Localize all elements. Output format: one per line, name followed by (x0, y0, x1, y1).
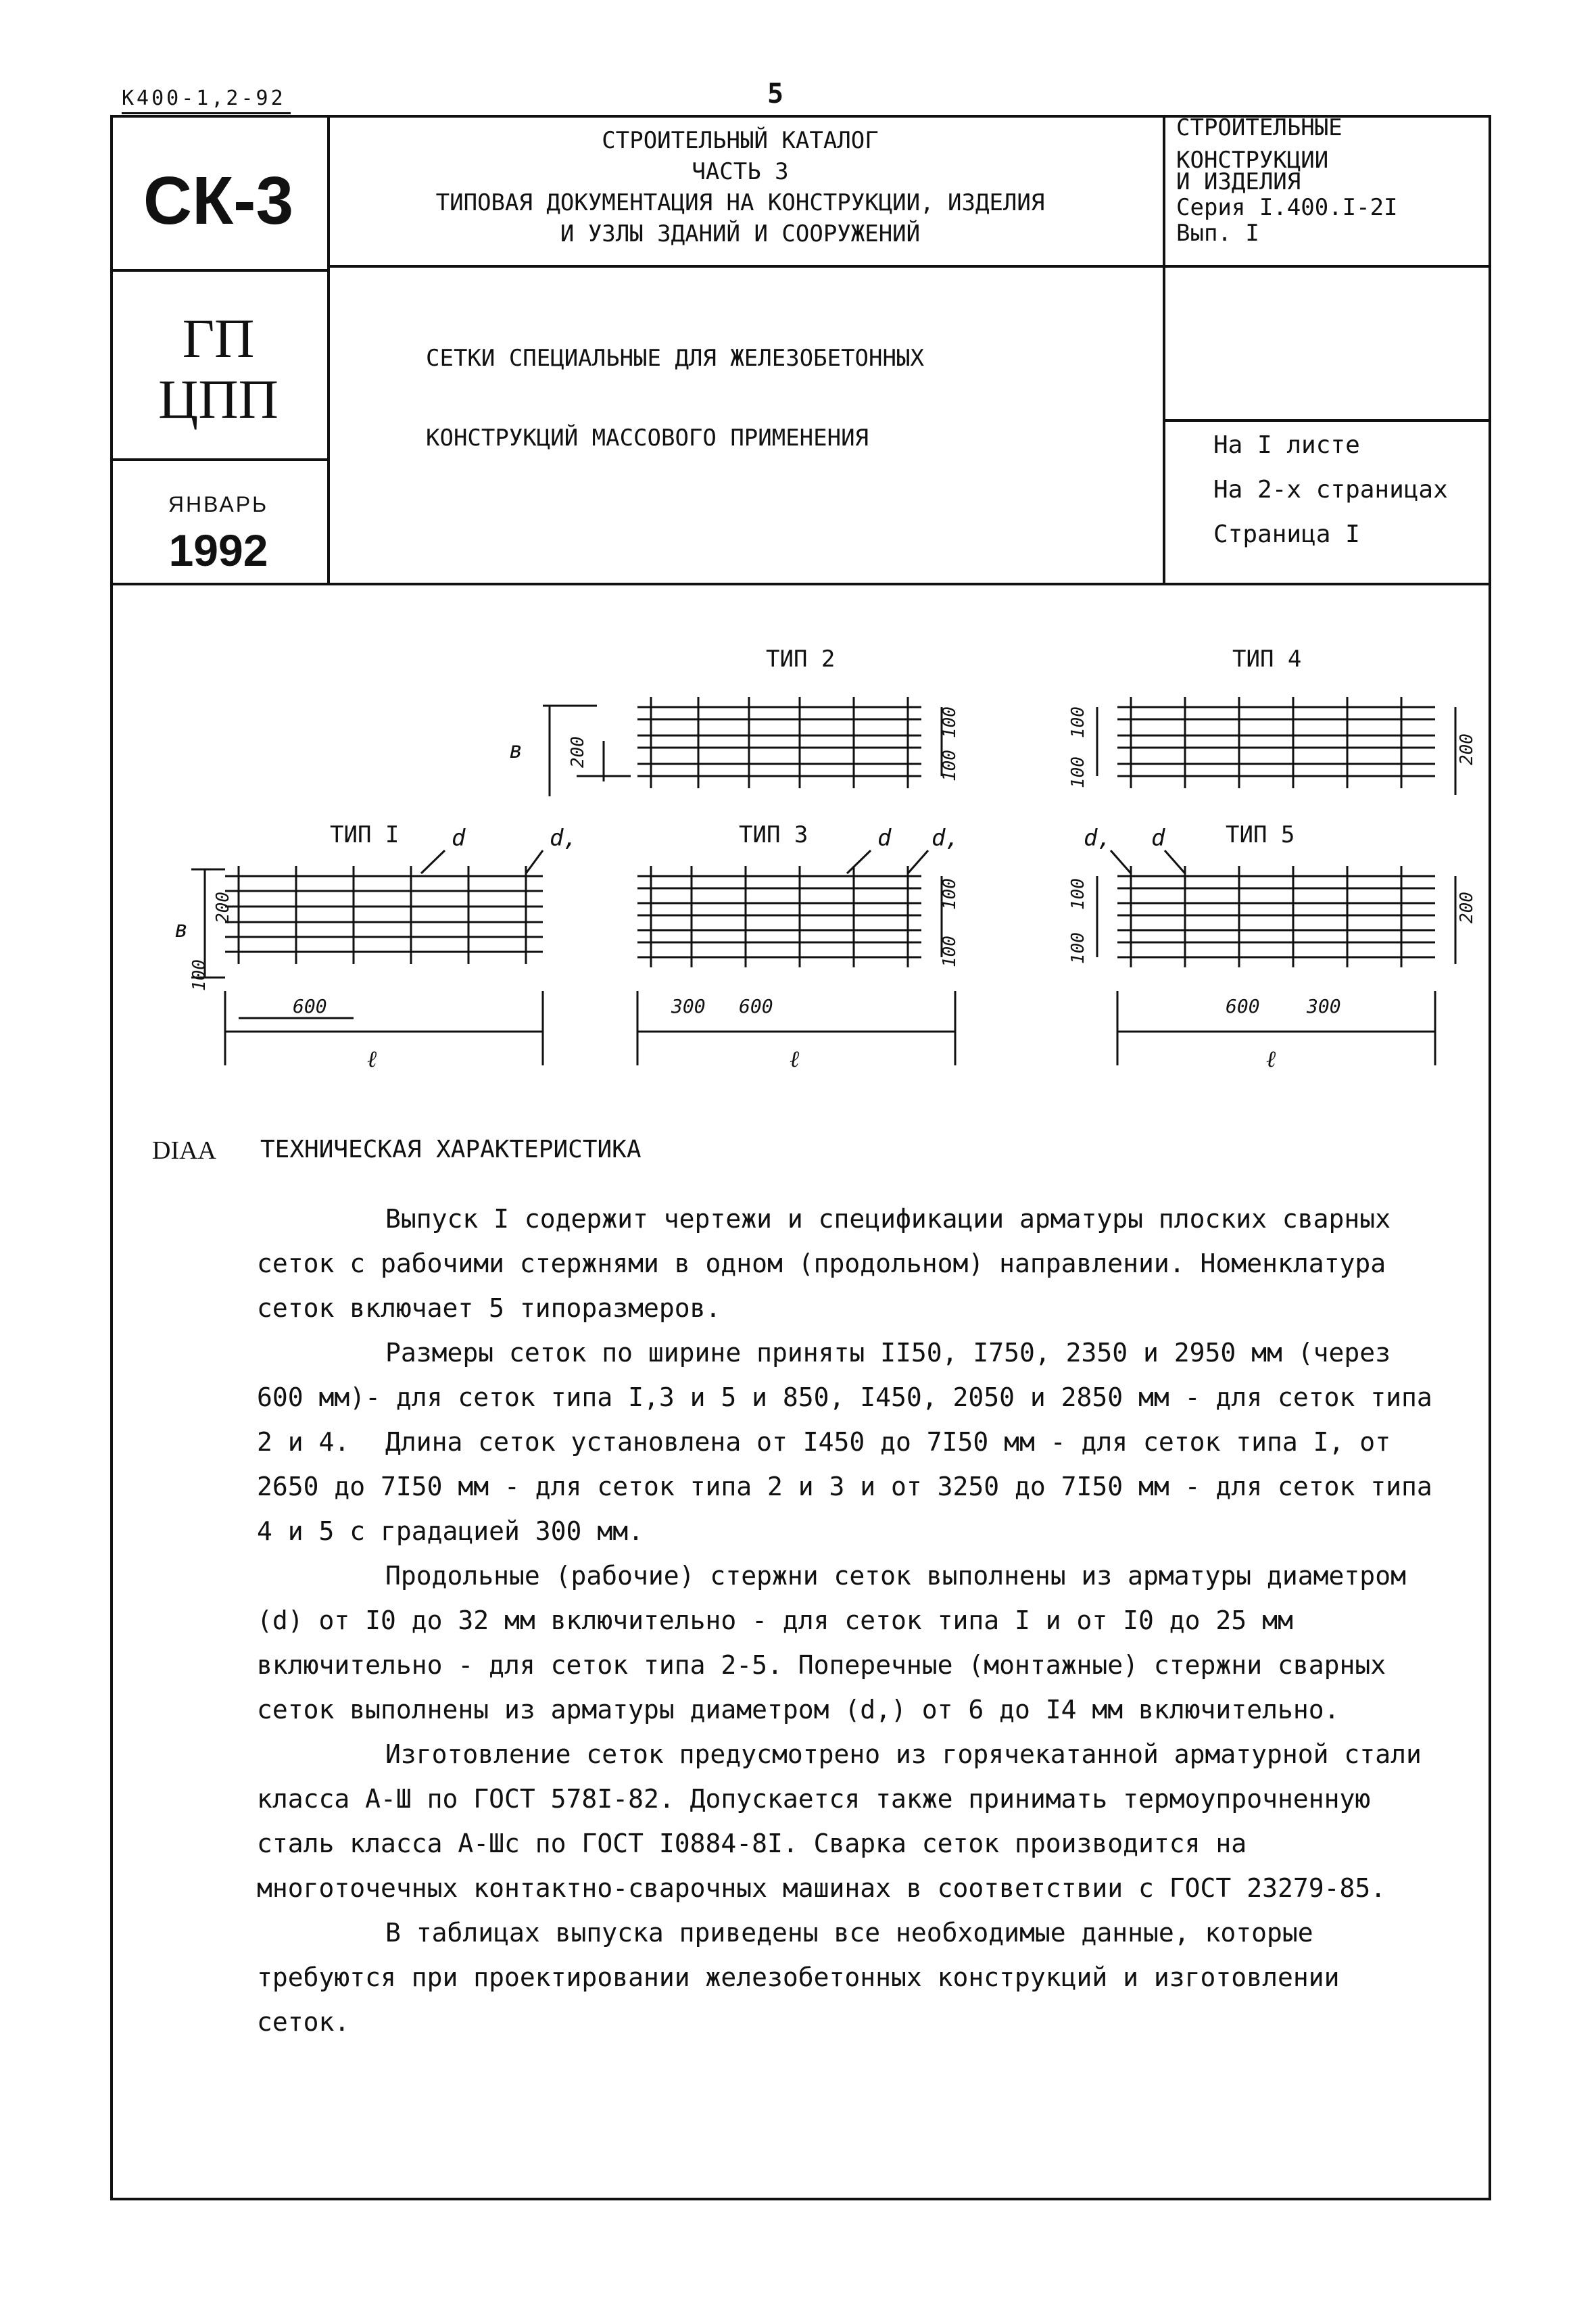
dim-300: 300 (1307, 995, 1341, 1017)
mesh-type-3 (637, 866, 955, 1065)
series-line: Серия I.400.I-2I (1176, 194, 1398, 221)
type-1-label: ТИП I (330, 821, 400, 848)
dim-600: 600 (293, 995, 327, 1017)
label-d1: d, (1084, 825, 1111, 852)
dim-200: 200 (568, 736, 588, 768)
document-title: КОНСТРУКЦИЙ МАССОВОГО ПРИМЕНЕНИЯ (426, 425, 869, 452)
catalog-title (331, 125, 1149, 249)
release-year: 1992 (168, 525, 268, 575)
label-d: d (452, 825, 466, 852)
dim-600: 600 (739, 995, 773, 1017)
catalog-line: И УЗЛЫ ЗДАНИЙ И СООРУЖЕНИЙ (560, 220, 921, 247)
catalog-line: СТРОИТЕЛЬНЫЙ КАТАЛОГ (602, 127, 879, 154)
divider (122, 112, 291, 114)
label-l: ℓ (367, 1046, 377, 1073)
series-box (1176, 115, 1474, 246)
type-4-label: ТИП 4 (1232, 646, 1302, 673)
series-line: КОНСТРУКЦИИ (1176, 147, 1329, 174)
dim-100: 100 (1068, 706, 1088, 738)
organization-line: ГП (182, 308, 255, 369)
paragraph: Размеры сеток по ширине приняты II50, I750, 2350 и 2950 мм (через 600 мм)- для сеток типа I,3 и 5 и 850, I450, 2050 и 2850 мм - для сеток типа 2 и 4. (257, 1338, 1432, 1457)
catalog-code: СК-3 (143, 163, 294, 239)
paragraph: Изготовление сеток предусмотрено из горячекатанной арматурной стали класса А-Ш по ГОСТ 578I-82. Допускается также принимать термоупрочненную сталь класса А-Шс по ГОСТ I0884-8I. Сварка сеток производится на многоточечных контактно-сварочных машинах в соответствии с ГОСТ 23279-85. (257, 1739, 1422, 1903)
series-line: И ИЗДЕЛИЯ (1176, 168, 1301, 195)
mesh-type-4 (1097, 697, 1455, 795)
divider (1163, 419, 1491, 422)
dim-100: 100 (940, 750, 960, 781)
type-2-label: ТИП 2 (766, 646, 836, 673)
section-marker: DIAA (152, 1136, 216, 1165)
label-d1: d, (932, 825, 959, 852)
label-b: в (509, 737, 523, 764)
paragraph: Продольные (рабочие) стержни сеток выполнены из арматуры диаметром (d) от I0 до 32 мм включительно - для сеток типа I и от I0 до 25 мм включительно - для сеток типа 2-5. Поперечные (монтажные) стержни сварных сеток выполнены из арматуры диаметром (d,) от 6 до I4 мм включительно. (257, 1561, 1406, 1724)
paragraph: Выпуск I содержит чертежи и спецификации арматуры плоских сварных сеток с рабочими стержнями в одном (продольном) направлении. Номенклатура сеток включает 5 типоразмеров. (257, 1204, 1391, 1323)
organization-line: ЦПП (158, 368, 279, 430)
dim-100: 100 (940, 936, 960, 967)
page-count: На 2-х страницах (1213, 476, 1448, 504)
label-b: в (174, 916, 189, 943)
document-title: СЕТКИ СПЕЦИАЛЬНЫЕ ДЛЯ ЖЕЛЕЗОБЕТОННЫХ (426, 345, 924, 372)
mesh-type-1 (191, 866, 543, 1065)
mesh-type-5 (1097, 866, 1455, 1065)
label-d: d (877, 825, 892, 852)
divider (327, 265, 1491, 268)
label-d1: d, (550, 825, 577, 852)
label-l: ℓ (1266, 1046, 1276, 1073)
type-3-label: ТИП 3 (739, 821, 808, 848)
type-5-label: ТИП 5 (1226, 821, 1295, 848)
paragraph: Длина сеток установлена от I450 до 7I50 мм - для сеток типа I, от 2650 до 7I50 мм - для сеток типа 2 и 3 и от 3250 до 7I50 мм - для сеток типа 4 и 5 с градацией 300 мм. (257, 1427, 1432, 1546)
dim-300: 300 (671, 995, 706, 1017)
dim-200: 200 (1457, 892, 1477, 923)
divider (327, 115, 330, 585)
dim-200: 200 (1457, 733, 1477, 765)
series-line: Вып. I (1176, 220, 1259, 247)
dim-100: 100 (1068, 932, 1088, 964)
catalog-line: ЧАСТЬ 3 (692, 158, 789, 185)
label-l: ℓ (790, 1046, 800, 1073)
document-code: К400-1,2-92 (122, 87, 286, 110)
divider (110, 458, 330, 461)
page-number: 5 (767, 78, 784, 110)
release-month: ЯНВАРЬ (168, 492, 269, 516)
paragraph: В таблицах выпуска приведены все необходимые данные, которые требуются при проектировании железобетонных конструкций и изготовлении сеток. (257, 1918, 1340, 2037)
page-index: Страница I (1213, 521, 1360, 548)
series-line: СТРОИТЕЛЬНЫЕ (1176, 114, 1343, 141)
dim-100: 100 (940, 706, 960, 738)
divider (110, 269, 330, 272)
label-d: d (1151, 825, 1165, 852)
dim-100: 100 (940, 878, 960, 910)
mesh-type-2 (543, 697, 942, 796)
organization (114, 308, 323, 430)
dim-100: 100 (189, 959, 210, 991)
dim-100: 100 (1068, 878, 1088, 910)
section-heading: ТЕХНИЧЕСКАЯ ХАРАКТЕРИСТИКА (260, 1136, 642, 1163)
sheet-count: На I листе (1213, 431, 1360, 459)
divider (1163, 115, 1165, 585)
dim-200: 200 (213, 892, 233, 923)
dim-100: 100 (1068, 756, 1088, 788)
mesh-types-drawing (110, 585, 1491, 1099)
dim-600: 600 (1226, 995, 1260, 1017)
catalog-line: ТИПОВАЯ ДОКУМЕНТАЦИЯ НА КОНСТРУКЦИИ, ИЗДЕЛИЯ (435, 189, 1045, 216)
